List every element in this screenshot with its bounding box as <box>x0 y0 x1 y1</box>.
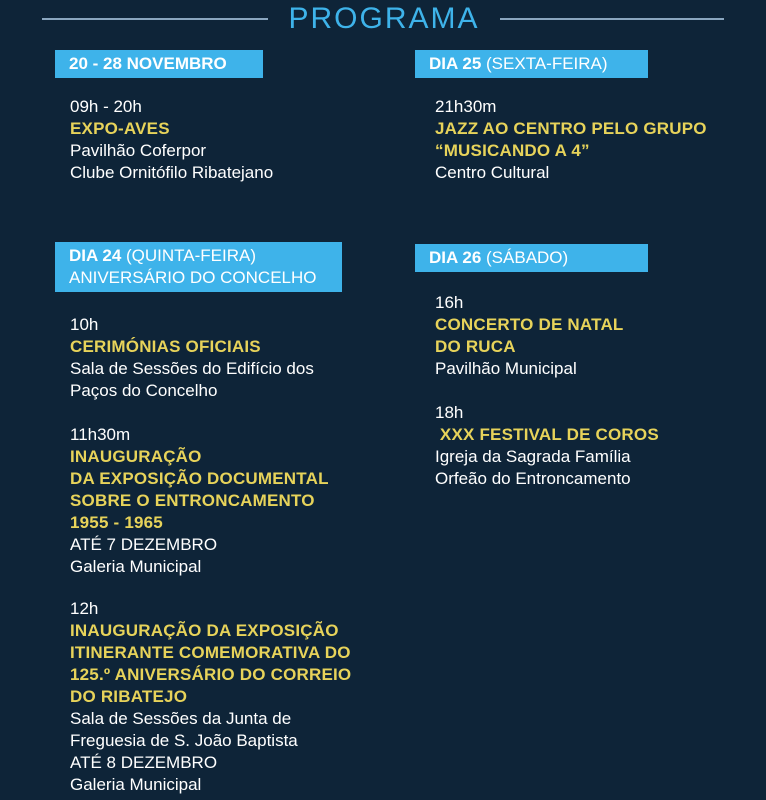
event-name: DO RIBATEJO <box>70 687 188 706</box>
header-divider-right <box>500 18 724 20</box>
event-time: 18h <box>435 403 464 422</box>
event-exposicao-documental <box>70 424 329 578</box>
event-exposicao-itinerante <box>70 598 351 796</box>
event-name: ITINERANTE COMEMORATIVA DO <box>70 643 351 662</box>
event-place: Sala de Sessões da Junta de <box>70 709 292 728</box>
event-time: 10h <box>70 315 99 334</box>
event-time: 12h <box>70 599 99 618</box>
event-name: INAUGURAÇÃO <box>70 447 202 466</box>
event-name: JAZZ AO CENTRO PELO GRUPO <box>435 119 707 138</box>
event-place: ATÉ 7 DEZEMBRO <box>70 535 218 554</box>
event-place: Galeria Municipal <box>70 775 202 794</box>
event-concerto-de-natal <box>435 292 624 380</box>
event-festival-de-coros <box>435 402 659 490</box>
event-expo-aves <box>70 96 273 184</box>
event-place: Sala de Sessões do Edifício dos <box>70 359 314 378</box>
header-divider-left <box>42 18 268 20</box>
header <box>0 0 766 36</box>
event-name: SOBRE O ENTRONCAMENTO <box>70 491 315 510</box>
event-place: Pavilhão Municipal <box>435 359 577 378</box>
page-title: PROGRAMA <box>288 2 480 35</box>
event-place: Igreja da Sagrada Família <box>435 447 631 466</box>
event-time: 16h <box>435 293 464 312</box>
badge-weekday: (SEXTA-FEIRA) <box>486 54 608 73</box>
event-place: Freguesia de S. João Baptista <box>70 731 298 750</box>
badge-subtitle: ANIVERSÁRIO DO CONCELHO <box>69 268 317 287</box>
event-time: 09h - 20h <box>70 97 142 116</box>
event-time: 11h30m <box>70 425 131 444</box>
day-badge-20-28-novembro <box>55 50 263 78</box>
event-place: Centro Cultural <box>435 163 550 182</box>
day-badge-dia-26 <box>415 244 648 272</box>
badge-date: DIA 26 <box>429 248 482 267</box>
event-place: Galeria Municipal <box>70 557 202 576</box>
event-place: Paços do Concelho <box>70 381 218 400</box>
event-place: Pavilhão Coferpor <box>70 141 207 160</box>
event-name: XXX FESTIVAL DE COROS <box>435 425 659 444</box>
event-place: Orfeão do Entroncamento <box>435 469 631 488</box>
event-name: CERIMÓNIAS OFICIAIS <box>70 337 261 356</box>
day-badge-dia-24 <box>55 242 342 292</box>
event-name: CONCERTO DE NATAL <box>435 315 624 334</box>
event-cerimonias-oficiais <box>70 314 314 402</box>
event-name: EXPO-AVES <box>70 119 170 138</box>
event-time: 21h30m <box>435 97 497 116</box>
event-place: ATÉ 8 DEZEMBRO <box>70 753 218 772</box>
event-name: 1955 - 1965 <box>70 513 163 532</box>
event-name: DA EXPOSIÇÃO DOCUMENTAL <box>70 469 329 488</box>
badge-date: 20 - 28 NOVEMBRO <box>69 54 227 73</box>
event-place: Clube Ornitófilo Ribatejano <box>70 163 274 182</box>
event-name: DO RUCA <box>435 337 516 356</box>
day-badge-dia-25 <box>415 50 648 78</box>
event-name: INAUGURAÇÃO DA EXPOSIÇÃO <box>70 621 339 640</box>
badge-weekday: (QUINTA-FEIRA) <box>126 246 257 265</box>
badge-weekday: (SÁBADO) <box>486 248 569 267</box>
event-name: “MUSICANDO A 4” <box>435 141 590 160</box>
badge-date: DIA 24 <box>69 246 122 265</box>
event-jazz-ao-centro <box>435 96 707 184</box>
event-name: 125.º ANIVERSÁRIO DO CORREIO <box>70 665 352 684</box>
badge-date: DIA 25 <box>429 54 482 73</box>
